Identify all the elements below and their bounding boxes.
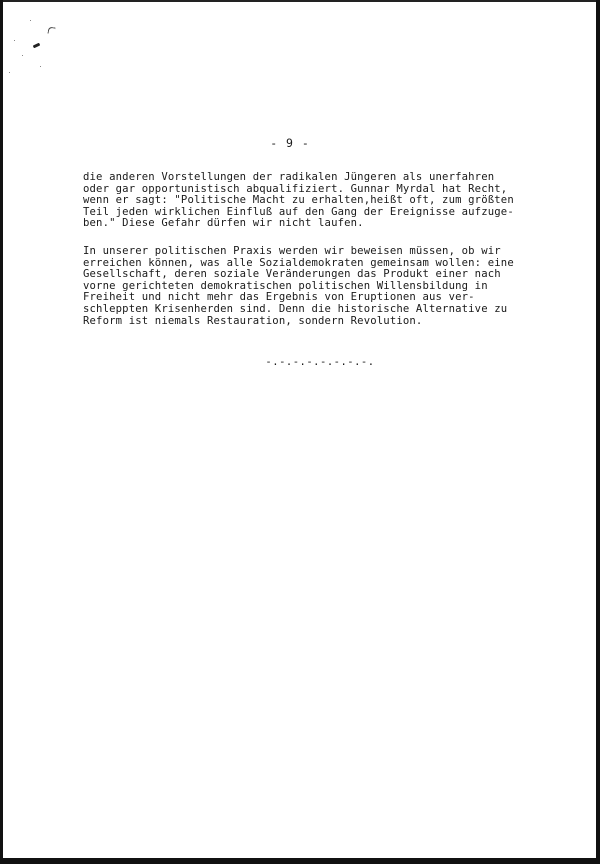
scan-border-top: [0, 0, 600, 2]
text-line: erreichen können, was alle Sozialdemokraten gemeinsam wollen: eine: [83, 256, 514, 269]
text-line: Freiheit und nicht mehr das Ergebnis von Eruptionen aus ver-: [83, 291, 475, 304]
text-line: In unserer politischen Praxis werden wir beweisen müssen, ob wir: [83, 245, 501, 257]
text-line: vorne gerichteten demokratischen politischen Willensbildung in: [83, 279, 488, 292]
scan-border-right: [596, 0, 600, 864]
text-line: Teil jeden wirklichen Einfluß auf den Gang der Ereignisse aufzuge-: [83, 205, 514, 218]
text-line: ben." Diese Gefahr dürfen wir nicht laufen.: [83, 217, 364, 230]
text-line: wenn er sagt: "Politische Macht zu erhalten,heißt oft, zum größten: [83, 194, 514, 207]
scan-mark: [33, 43, 41, 49]
paragraph-2: [83, 246, 563, 327]
text-line: schleppten Krisenherden sind. Denn die historische Alternative zu: [83, 302, 508, 315]
text-line: Reform ist niemals Restauration, sondern Revolution.: [83, 314, 423, 327]
scan-speckle: [22, 55, 23, 56]
text-line: oder gar opportunistisch abqualifiziert. Gunnar Myrdal hat Recht,: [83, 182, 508, 195]
page-number: - 9 -: [270, 136, 310, 150]
scan-mark: [47, 26, 55, 34]
scan-speckle: [30, 20, 31, 21]
paragraph-1: [83, 172, 563, 230]
scan-border-bottom: [0, 858, 600, 864]
scan-border-left: [0, 0, 3, 864]
text-line: Gesellschaft, deren soziale Veränderungen das Produkt einer nach: [83, 268, 501, 281]
scan-speckle: [40, 66, 41, 67]
scan-speckle: [9, 72, 10, 73]
text-line: die anderen Vorstellungen der radikalen Jüngeren als unerfahren: [83, 171, 495, 183]
scan-speckle: [14, 40, 15, 41]
end-mark: -.-.-.-.-.-.-.-.: [265, 356, 375, 368]
